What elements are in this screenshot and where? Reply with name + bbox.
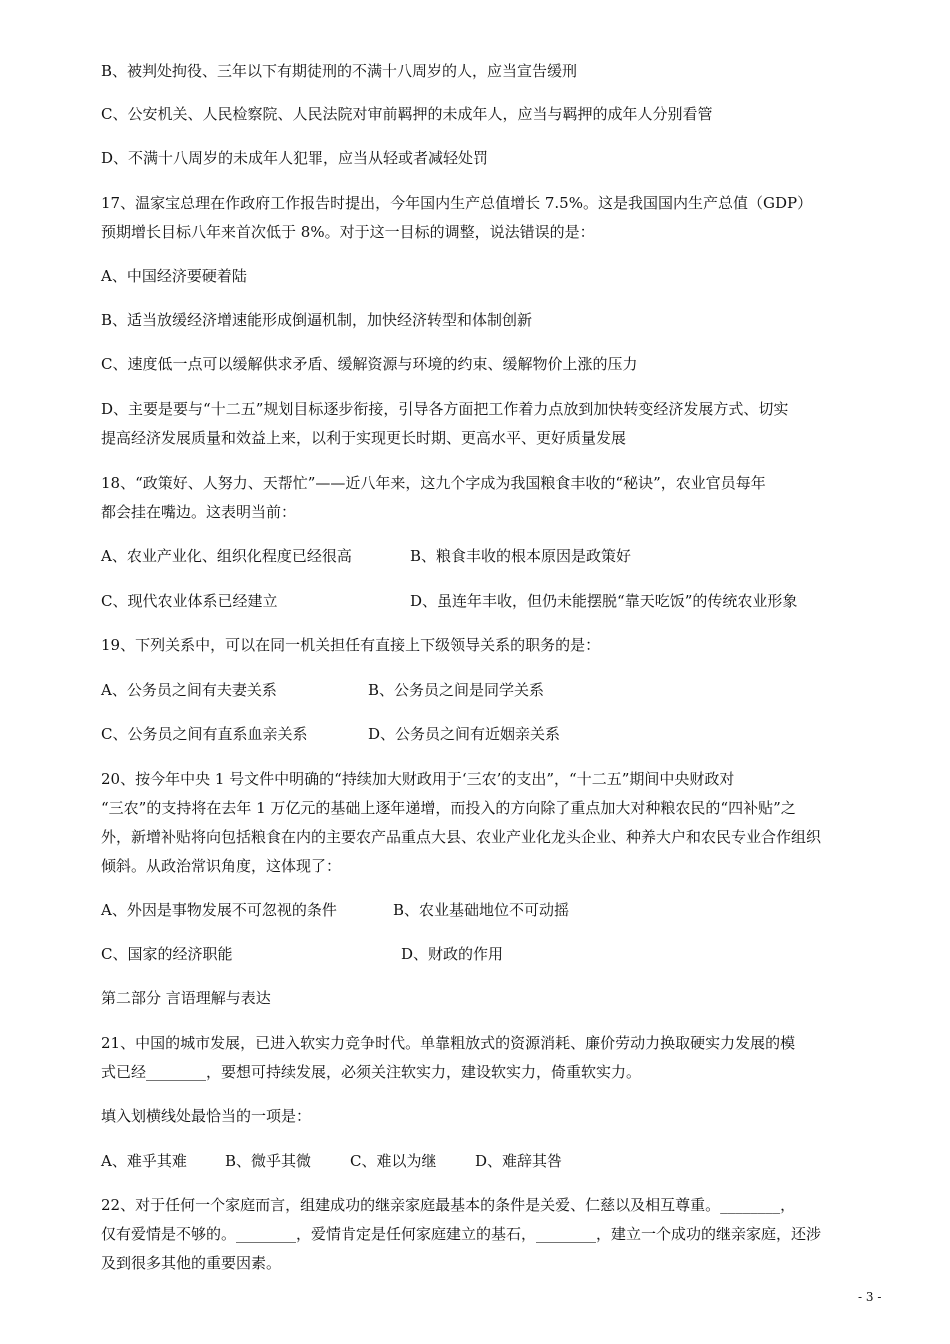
q17-option-c: C、速度低一点可以缓解供求矛盾、缓解资源与环境的约束、缓解物价上涨的压力 xyxy=(101,355,638,373)
q20-stem-line: 20、按今年中央 1 号文件中明确的“持续加大财政用于‘三农’的支出”，“十二五”期间中央财政对 xyxy=(101,770,735,788)
q16-option-b: B、被判处拘役、三年以下有期徒刑的不满十八周岁的人，应当宣告缓刑 xyxy=(101,62,578,80)
q20-option-b: B、农业基础地位不可动摇 xyxy=(393,901,570,919)
section-heading: 第二部分 言语理解与表达 xyxy=(101,989,271,1007)
q22-stem-line: 仅有爱情是不够的。________，爱情肯定是任何家庭建立的基石，________，建立一个成功的继亲家庭，还涉 xyxy=(101,1225,822,1243)
q21-stem-line: 式已经________，要想可持续发展，必须关注软实力，建设软实力，倚重软实力。 xyxy=(101,1063,642,1081)
page-number: - 3 - xyxy=(858,1290,882,1304)
q21-option-b: B、微乎其微 xyxy=(225,1152,312,1170)
q22-stem-line: 22、对于任何一个家庭而言，组建成功的继亲家庭最基本的条件是关爱、仁慈以及相互尊重。________， xyxy=(101,1196,796,1214)
q17-option-d-line: 提高经济发展质量和效益上来，以利于实现更长时期、更高水平、更好质量发展 xyxy=(101,429,627,447)
q19-option-d: D、公务员之间有近姻亲关系 xyxy=(368,725,561,743)
q20-stem-line: 外，新增补贴将向包括粮食在内的主要农产品重点大县、农业产业化龙头企业、种养大户和农民专业合作组织 xyxy=(101,828,822,846)
q20-option-a: A、外因是事物发展不可忽视的条件 xyxy=(101,901,337,919)
q20-stem-line: 倾斜。从政治常识角度，这体现了： xyxy=(101,857,342,875)
q21-stem-line: 21、中国的城市发展，已进入软实力竞争时代。单靠粗放式的资源消耗、廉价劳动力换取硬实力发展的模 xyxy=(101,1034,796,1052)
q21-option-a: A、难乎其难 xyxy=(101,1152,187,1170)
q16-option-d: D、不满十八周岁的未成年人犯罪，应当从轻或者减轻处罚 xyxy=(101,149,489,167)
q21-option-c: C、难以为继 xyxy=(350,1152,437,1170)
q18-option-c: C、现代农业体系已经建立 xyxy=(101,592,278,610)
q17-stem-line: 17、温家宝总理在作政府工作报告时提出，今年国内生产总值增长 7.5%。这是我国国内生产总值（GDP） xyxy=(101,194,813,212)
q21-option-d: D、难辞其咎 xyxy=(475,1152,563,1170)
q18-option-b: B、粮食丰收的根本原因是政策好 xyxy=(410,547,632,565)
q19-option-a: A、公务员之间有夫妻关系 xyxy=(101,681,277,699)
q19-option-c: C、公务员之间有直系血亲关系 xyxy=(101,725,308,743)
q20-stem-line: “三农”的支持将在去年 1 万亿元的基础上逐年递增，而投入的方向除了重点加大对种粮农民的“四补贴”之 xyxy=(101,799,796,817)
q17-option-b: B、适当放缓经济增速能形成倒逼机制，加快经济转型和体制创新 xyxy=(101,311,533,329)
q19-option-b: B、公务员之间是同学关系 xyxy=(368,681,545,699)
q16-option-c: C、公安机关、人民检察院、人民法院对审前羁押的未成年人，应当与羁押的成年人分别看管 xyxy=(101,105,713,123)
q17-stem-line: 预期增长目标八年来首次低于 8%。对于这一目标的调整，说法错误的是： xyxy=(101,223,595,241)
q20-option-d: D、财政的作用 xyxy=(401,945,504,963)
q20-option-c: C、国家的经济职能 xyxy=(101,945,233,963)
q18-option-d: D、虽连年丰收，但仍未能摆脱“靠天吃饭”的传统农业形象 xyxy=(410,592,798,610)
q17-option-d-line: D、主要是要与“十二五”规划目标逐步衔接，引导各方面把工作着力点放到加快转变经济发展方式、切实 xyxy=(101,400,789,418)
q18-option-a: A、农业产业化、组织化程度已经很高 xyxy=(101,547,352,565)
q18-stem-line: 都会挂在嘴边。这表明当前： xyxy=(101,503,297,521)
q18-stem-line: 18、“政策好、人努力、天帮忙”——近八年来，这九个字成为我国粮食丰收的“秘诀”，农业官员每年 xyxy=(101,474,766,492)
q17-option-a: A、中国经济要硬着陆 xyxy=(101,267,247,285)
q21-prompt: 填入划横线处最恰当的一项是： xyxy=(101,1107,312,1125)
q22-stem-line: 及到很多其他的重要因素。 xyxy=(101,1254,282,1272)
q19-stem: 19、下列关系中，可以在同一机关担任有直接上下级领导关系的职务的是： xyxy=(101,636,601,654)
